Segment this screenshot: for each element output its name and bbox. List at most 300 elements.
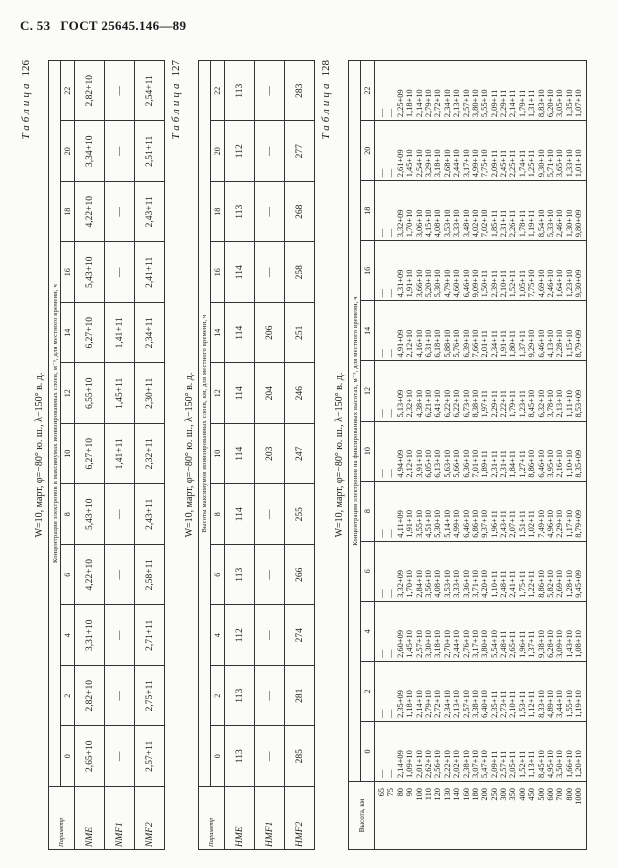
table-cell: 4,13+10 bbox=[546, 329, 556, 358]
table-cell: 4,08+10 bbox=[433, 209, 443, 238]
table-cell: 2,46+10 bbox=[546, 269, 556, 298]
table-cell: 8,86+10 bbox=[527, 449, 537, 478]
table-cell: 2,69+10 bbox=[555, 570, 565, 598]
table-row bbox=[135, 61, 165, 850]
table-cell: 2,41+11 bbox=[135, 242, 165, 303]
table-cell: 114 bbox=[225, 424, 255, 485]
table-cell: 2,14+10 bbox=[414, 89, 424, 118]
table-cell: 2,48+11 bbox=[499, 630, 509, 658]
table-cell: 2,57+11 bbox=[499, 750, 509, 778]
table-cell: 2,22+10 bbox=[442, 750, 452, 778]
table-cell: 1,10+10 bbox=[564, 449, 574, 478]
table-cell: 1,45+11 bbox=[105, 363, 135, 424]
table-cell: — bbox=[105, 726, 135, 787]
hour-header: 4 bbox=[61, 605, 75, 666]
hour-column bbox=[375, 601, 587, 661]
table-cell: 2,57+10 bbox=[461, 690, 471, 718]
table-cell: 4,79+10 bbox=[442, 269, 452, 298]
table-cell: 7,49+10 bbox=[536, 509, 546, 538]
table-cell: — bbox=[386, 108, 396, 118]
table-cell: — bbox=[255, 726, 285, 787]
table-cell: 247 bbox=[285, 424, 315, 485]
table-cell: 2,12+10 bbox=[405, 329, 415, 358]
table-cell: 5,20+10 bbox=[423, 269, 433, 298]
table-cell: 6,36+10 bbox=[461, 449, 471, 478]
rotated-content bbox=[20, 60, 610, 850]
table-cell: 2,43+11 bbox=[135, 182, 165, 243]
table-cell: 1,18+10 bbox=[405, 690, 415, 718]
table-cell: 112 bbox=[225, 121, 255, 182]
table-cell: — bbox=[105, 242, 135, 303]
table-cell: — bbox=[377, 228, 386, 238]
table-128-caption: W=10, март, φ=−80° ю. ш., λ−150° в. д. bbox=[334, 372, 345, 538]
table-cell: 2,31+11 bbox=[499, 450, 509, 478]
table-cell: 1,37+11 bbox=[517, 330, 527, 358]
param-name: NMF2 bbox=[135, 787, 165, 850]
hour-header: 12 bbox=[61, 363, 75, 424]
table-cell: — bbox=[377, 589, 386, 598]
hour-header: 10 bbox=[361, 421, 375, 481]
height-value: 140 bbox=[452, 788, 462, 801]
table-cell: 114 bbox=[225, 363, 255, 424]
table-cell: 3,38+10 bbox=[470, 690, 480, 718]
table-cell: 2,62+10 bbox=[423, 750, 433, 778]
table-cell: 1,96+11 bbox=[517, 630, 527, 658]
hour-header-row bbox=[61, 61, 75, 850]
table-cell: 5,30+10 bbox=[433, 269, 443, 298]
table-row bbox=[285, 61, 315, 850]
table-cell: 2,13+10 bbox=[452, 89, 462, 118]
table-cell: 6,40+10 bbox=[480, 690, 490, 718]
table-cell: 2,68+10 bbox=[442, 149, 452, 178]
table-cell: 6,22+10 bbox=[442, 389, 452, 418]
table-cell: 4,16+10 bbox=[414, 329, 424, 358]
hour-header: 20 bbox=[211, 121, 225, 182]
table-cell: 1,17+10 bbox=[564, 509, 574, 538]
hour-column bbox=[375, 421, 587, 481]
table-cell: 6,21+10 bbox=[423, 389, 433, 418]
table-cell: 1,70+10 bbox=[405, 570, 415, 598]
table-cell: 8,38+10 bbox=[470, 389, 480, 418]
table-126 bbox=[48, 60, 165, 850]
table-cell: 114 bbox=[225, 484, 255, 545]
table-cell: 2,41+11 bbox=[508, 570, 518, 598]
table-cell: 6,05+10 bbox=[423, 449, 433, 478]
table-cell: 1,45+10 bbox=[405, 630, 415, 658]
table-cell: 9,45+09 bbox=[574, 570, 584, 598]
table-row bbox=[255, 61, 285, 850]
table-cell: 2,01+10 bbox=[414, 750, 424, 778]
height-value: 400 bbox=[517, 788, 527, 801]
param-name: NME bbox=[75, 787, 105, 850]
table-cell: 4,22+10 bbox=[75, 182, 105, 243]
height-value: 350 bbox=[508, 788, 518, 801]
table-cell: 5,13+09 bbox=[395, 389, 405, 418]
table-cell: 4,08+10 bbox=[433, 570, 443, 598]
table-cell: 3,55+10 bbox=[414, 509, 424, 538]
table-cell: — bbox=[386, 589, 396, 598]
table-cell: 3,71+10 bbox=[470, 570, 480, 598]
hour-header: 22 bbox=[211, 61, 225, 122]
table-cell: 2,43+11 bbox=[499, 510, 509, 538]
table-cell: 2,45+11 bbox=[499, 149, 509, 178]
table-cell: 113 bbox=[225, 726, 255, 787]
table-cell: 4,69+10 bbox=[536, 269, 546, 298]
table-cell: 2,44+10 bbox=[452, 630, 462, 658]
table-cell: 1,35+10 bbox=[564, 89, 574, 118]
table-cell: 5,63+10 bbox=[442, 449, 452, 478]
table-cell: 9,30+09 bbox=[574, 269, 584, 298]
hour-header: 14 bbox=[211, 303, 225, 364]
height-value: 600 bbox=[546, 788, 556, 801]
table-cell: 5,82+10 bbox=[546, 570, 556, 598]
table-cell: 6,46+10 bbox=[461, 269, 471, 298]
table-cell: — bbox=[386, 469, 396, 478]
table-cell: 4,94+09 bbox=[395, 449, 405, 478]
table-cell: 3,80+10 bbox=[480, 630, 490, 658]
table-cell: 112 bbox=[225, 605, 255, 666]
height-value: 110 bbox=[423, 788, 433, 801]
table-cell: 2,82+10 bbox=[75, 61, 105, 122]
table-cell: 1,08+10 bbox=[574, 630, 584, 658]
table-cell: 2,34+11 bbox=[489, 330, 499, 358]
hour-column bbox=[375, 661, 587, 721]
table-cell: 1,50+11 bbox=[480, 269, 490, 298]
table-128 bbox=[348, 60, 587, 850]
table-cell: 3,17+10 bbox=[470, 630, 480, 658]
table-cell: — bbox=[377, 769, 386, 778]
table-cell: 1,91+10 bbox=[405, 509, 415, 538]
height-header: Высота, км bbox=[349, 782, 375, 850]
hour-header: 8 bbox=[361, 481, 375, 541]
table-cell: 3,78+10 bbox=[546, 389, 556, 418]
hour-header: 6 bbox=[61, 545, 75, 606]
page-number: С. 53 bbox=[20, 18, 51, 33]
table-cell: 8,45+10 bbox=[536, 750, 546, 778]
hour-header: 18 bbox=[211, 182, 225, 243]
hour-header: 20 bbox=[61, 121, 75, 182]
table-cell: 2,22+11 bbox=[499, 390, 509, 418]
table-cell: 1,66+10 bbox=[564, 750, 574, 778]
hour-header: 18 bbox=[61, 182, 75, 243]
table-cell: 2,14+11 bbox=[508, 89, 518, 118]
table-cell: 4,96+10 bbox=[546, 509, 556, 538]
table-cell: 3,95+10 bbox=[546, 449, 556, 478]
table-cell: 1,01+10 bbox=[574, 149, 584, 178]
hour-header: 16 bbox=[211, 242, 225, 303]
table-cell: 4,89+10 bbox=[546, 690, 556, 718]
table-cell: 1,70+10 bbox=[405, 209, 415, 238]
table-cell: 6,27+10 bbox=[75, 424, 105, 485]
table-cell: 2,25+11 bbox=[508, 149, 518, 178]
table-cell: 5,71+10 bbox=[546, 149, 556, 178]
table-cell: 114 bbox=[225, 303, 255, 364]
table-cell: 203 bbox=[255, 424, 285, 485]
table-126-label: Таблица126 bbox=[20, 60, 32, 140]
height-value: 500 bbox=[536, 788, 546, 801]
table-cell: 2,48+11 bbox=[499, 570, 509, 598]
table-cell: 2,56+10 bbox=[433, 750, 443, 778]
table-cell: 6,13+10 bbox=[433, 449, 443, 478]
hour-header: 22 bbox=[61, 61, 75, 122]
table-cell: 9,80+09 bbox=[574, 209, 584, 238]
table-cell: 2,35+11 bbox=[489, 690, 499, 718]
table-cell: — bbox=[377, 168, 386, 178]
param-header: Параметр bbox=[199, 787, 225, 850]
table-cell: 6,73+10 bbox=[461, 389, 471, 418]
hour-header: 14 bbox=[361, 301, 375, 361]
table-cell: 1,31+11 bbox=[527, 89, 537, 118]
table-cell: 2,58+11 bbox=[135, 545, 165, 606]
table-cell: — bbox=[377, 709, 386, 718]
hour-header: 12 bbox=[361, 361, 375, 421]
table-cell: 2,25+09 bbox=[395, 89, 405, 118]
table-cell: 4,38+10 bbox=[414, 389, 424, 418]
table-cell: 8,33+10 bbox=[536, 690, 546, 718]
hour-column bbox=[375, 301, 587, 361]
table-cell: 2,84+10 bbox=[414, 570, 424, 598]
table-cell: 2,57+10 bbox=[461, 89, 471, 118]
hour-column bbox=[375, 541, 587, 601]
table-cell: 3,05+10 bbox=[555, 89, 565, 118]
table-cell: 3,17+10 bbox=[461, 149, 471, 178]
table-cell: 4,11+09 bbox=[395, 510, 405, 538]
table-cell: 113 bbox=[225, 545, 255, 606]
table-cell: — bbox=[377, 289, 386, 298]
table-cell: 3,32+09 bbox=[395, 570, 405, 598]
table-cell: 1,19+11 bbox=[527, 209, 537, 238]
table-cell: 268 bbox=[285, 182, 315, 243]
table-cell: 5,55+10 bbox=[480, 89, 490, 118]
height-value: 450 bbox=[527, 788, 537, 801]
table-cell: 4,99+10 bbox=[452, 509, 462, 538]
table-cell: 2,46+10 bbox=[555, 209, 565, 238]
hour-column bbox=[375, 61, 587, 121]
table-cell: — bbox=[386, 649, 396, 658]
table-cell: 2,07+11 bbox=[508, 510, 518, 538]
hour-header: 4 bbox=[211, 605, 225, 666]
table-cell: 5,43+10 bbox=[75, 242, 105, 303]
table-cell: 3,44+10 bbox=[555, 690, 565, 718]
table-cell: 2,14+10 bbox=[414, 690, 424, 718]
table-cell: 5,33+10 bbox=[546, 209, 556, 238]
param-name: HMF2 bbox=[285, 787, 315, 850]
table-cell: 1,18+10 bbox=[405, 89, 415, 118]
table-cell: 2,14+09 bbox=[395, 750, 405, 778]
table-cell: 2,02+10 bbox=[452, 750, 462, 778]
table-cell: 2,12+10 bbox=[405, 449, 415, 478]
page-header bbox=[20, 18, 186, 34]
table-cell: 1,30+10 bbox=[564, 209, 574, 238]
table-cell: — bbox=[386, 168, 396, 178]
table-cell: 251 bbox=[285, 303, 315, 364]
table-cell: 9,37+10 bbox=[480, 509, 490, 538]
table-cell: 8,79+09 bbox=[574, 509, 584, 538]
table-cell: 3,66+10 bbox=[414, 269, 424, 298]
table-cell: 258 bbox=[285, 242, 315, 303]
hour-header: 2 bbox=[361, 661, 375, 721]
table-cell: 4,60+10 bbox=[452, 269, 462, 298]
table-cell: 283 bbox=[285, 61, 315, 122]
table-cell: 2,79+10 bbox=[423, 690, 433, 718]
table-cell: 5,30+10 bbox=[433, 509, 443, 538]
height-value: 100 bbox=[414, 788, 424, 801]
table-cell: 1,97+11 bbox=[480, 390, 490, 418]
hour-column bbox=[375, 481, 587, 541]
table-cell: 3,34+10 bbox=[75, 121, 105, 182]
table-cell: 2,54+10 bbox=[414, 149, 424, 178]
table-cell: 1,05+11 bbox=[517, 269, 527, 298]
table-cell: 2,09+11 bbox=[489, 89, 499, 118]
table-cell: 5,66+10 bbox=[452, 449, 462, 478]
table-cell: 1,96+11 bbox=[489, 510, 499, 538]
hour-header: 0 bbox=[61, 726, 75, 787]
table-cell: 1,33+10 bbox=[564, 149, 574, 178]
table-cell: 1,10+11 bbox=[489, 570, 499, 598]
table-cell: 5,14+10 bbox=[442, 509, 452, 538]
table-cell: 2,76+10 bbox=[461, 630, 471, 658]
table-cell: 1,75+11 bbox=[517, 570, 527, 598]
table-cell: 1,43+10 bbox=[564, 630, 574, 658]
table-cell: 5,47+10 bbox=[480, 750, 490, 778]
table-cell: 1,02+11 bbox=[527, 510, 537, 538]
table-cell: 6,28+10 bbox=[546, 630, 556, 658]
table-cell: 2,65+10 bbox=[75, 726, 105, 787]
height-value: 180 bbox=[470, 788, 480, 801]
table-cell: — bbox=[386, 709, 396, 718]
table-cell: 4,31+09 bbox=[395, 269, 405, 298]
height-value: 120 bbox=[433, 788, 443, 801]
table-127 bbox=[198, 60, 315, 850]
table-cell: 5,76+10 bbox=[452, 329, 462, 358]
table-126-subcaption: Концентрация электронов в максимумах ионизированных слоев, м⁻³, для местного времени, ч bbox=[49, 61, 61, 787]
table-cell: 6,18+10 bbox=[433, 329, 443, 358]
hour-header: 22 bbox=[361, 61, 375, 121]
height-value: 75 bbox=[386, 788, 396, 797]
table-cell: 1,13+11 bbox=[527, 750, 537, 778]
table-cell: 1,37+11 bbox=[527, 630, 537, 658]
table-cell: 4,99+10 bbox=[470, 149, 480, 178]
table-cell: — bbox=[255, 242, 285, 303]
table-cell: — bbox=[105, 545, 135, 606]
hour-header-row bbox=[361, 61, 375, 850]
height-value: 65 bbox=[377, 788, 386, 797]
table-cell: 1,52+11 bbox=[508, 269, 518, 298]
table-cell: 8,79+09 bbox=[574, 329, 584, 358]
table-cell: 4,15+10 bbox=[423, 209, 433, 238]
table-cell: 4,02+10 bbox=[470, 209, 480, 238]
table-cell: 1,11+10 bbox=[564, 390, 574, 418]
hour-header: 16 bbox=[61, 242, 75, 303]
table-cell: 277 bbox=[285, 121, 315, 182]
table-cell: 7,02+10 bbox=[480, 209, 490, 238]
table-cell: 2,57+10 bbox=[414, 630, 424, 658]
param-name: HMF1 bbox=[255, 787, 285, 850]
table-cell: — bbox=[105, 666, 135, 727]
table-cell: 2,29+11 bbox=[489, 390, 499, 418]
table-cell: 113 bbox=[225, 182, 255, 243]
table-cell: 2,26+11 bbox=[508, 209, 518, 238]
table-cell: — bbox=[377, 649, 386, 658]
param-name: NMF1 bbox=[105, 787, 135, 850]
table-cell: 2,29+10 bbox=[555, 509, 565, 538]
table-cell: — bbox=[386, 409, 396, 418]
table-cell: — bbox=[105, 121, 135, 182]
table-cell: — bbox=[255, 121, 285, 182]
table-cell: — bbox=[386, 228, 396, 238]
table-cell: 2,72+10 bbox=[433, 690, 443, 718]
table-cell: 1,91+10 bbox=[405, 269, 415, 298]
table-cell: — bbox=[377, 349, 386, 358]
table-cell: 8,35+09 bbox=[574, 449, 584, 478]
table-cell: 3,36+10 bbox=[461, 570, 471, 598]
table-cell: 1,20+10 bbox=[574, 750, 584, 778]
table-cell: 7,01+10 bbox=[470, 449, 480, 478]
hour-column bbox=[375, 121, 587, 181]
height-column bbox=[375, 782, 587, 850]
height-value: 300 bbox=[499, 788, 509, 801]
table-cell: 2,60+09 bbox=[395, 630, 405, 658]
table-cell: 3,09+10 bbox=[555, 630, 565, 658]
table-cell: 1,80+11 bbox=[508, 330, 518, 358]
height-value: 90 bbox=[405, 788, 415, 797]
table-cell: 2,79+10 bbox=[423, 89, 433, 118]
height-value: 130 bbox=[442, 788, 452, 801]
table-cell: 6,41+10 bbox=[433, 389, 443, 418]
table-cell: 3,33+10 bbox=[452, 209, 462, 238]
table-row bbox=[75, 61, 105, 850]
table-cell: 3,53+10 bbox=[442, 570, 452, 598]
table-cell: 3,31+10 bbox=[75, 605, 105, 666]
table-cell: 2,10+11 bbox=[499, 269, 509, 298]
table-cell: 204 bbox=[255, 363, 285, 424]
hour-header: 0 bbox=[361, 721, 375, 781]
table-cell: 285 bbox=[285, 726, 315, 787]
table-cell: 2,39+11 bbox=[489, 269, 499, 298]
table-126-caption: W=10, март, φ=−80° ю. ш., λ−150° в. д. bbox=[34, 372, 45, 538]
table-cell: 6,86+10 bbox=[470, 509, 480, 538]
table-cell: 255 bbox=[285, 484, 315, 545]
table-cell: 1,19+10 bbox=[574, 690, 584, 718]
table-cell: 2,29+11 bbox=[499, 89, 509, 118]
height-value: 250 bbox=[489, 788, 499, 801]
table-cell: 1,12+11 bbox=[527, 690, 537, 718]
table-127-subcaption: Высоты максимумов ионизированных слоев, км, для местного времени, ч bbox=[199, 61, 211, 787]
table-cell: 3,91+10 bbox=[414, 449, 424, 478]
table-cell: 6,46+10 bbox=[536, 449, 546, 478]
table-cell: 2,70+10 bbox=[442, 630, 452, 658]
table-cell: 3,29+10 bbox=[423, 149, 433, 178]
table-cell: 246 bbox=[285, 363, 315, 424]
table-cell: 2,10+11 bbox=[508, 690, 518, 718]
table-cell: 6,20+10 bbox=[546, 89, 556, 118]
table-cell: 6,55+10 bbox=[75, 363, 105, 424]
table-cell: 8,53+09 bbox=[574, 389, 584, 418]
table-cell: 4,22+10 bbox=[75, 545, 105, 606]
hour-column bbox=[375, 241, 587, 301]
table-cell: 1,64+10 bbox=[555, 269, 565, 298]
hour-header: 2 bbox=[61, 666, 75, 727]
table-cell: 3,53+10 bbox=[442, 209, 452, 238]
table-cell: 2,34+11 bbox=[135, 303, 165, 364]
height-value: 160 bbox=[461, 788, 471, 801]
hour-header: 4 bbox=[361, 601, 375, 661]
table-cell: 1,85+11 bbox=[489, 209, 499, 238]
hour-header: 14 bbox=[61, 303, 75, 364]
hour-header: 0 bbox=[211, 726, 225, 787]
table-cell: 281 bbox=[285, 666, 315, 727]
table-cell: 2,65+11 bbox=[508, 630, 518, 658]
